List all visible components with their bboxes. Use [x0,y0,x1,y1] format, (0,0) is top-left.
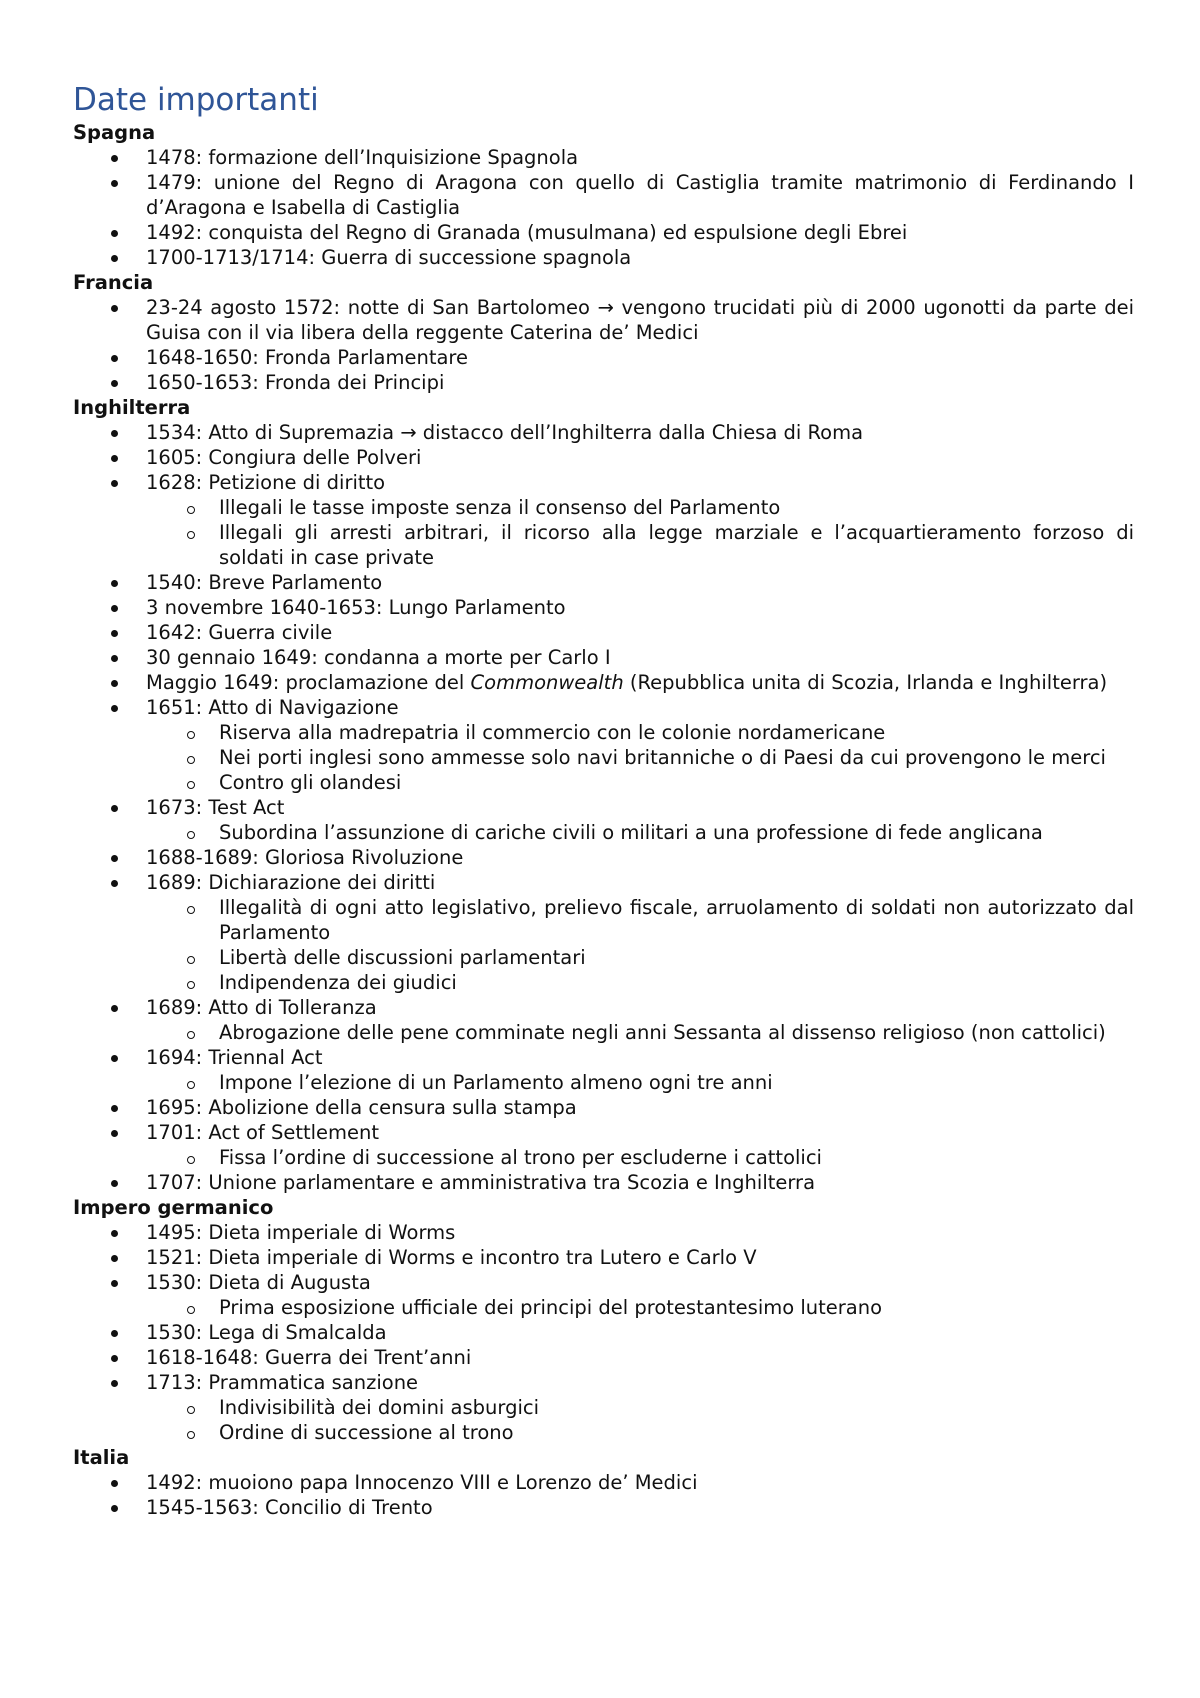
section-heading: Inghilterra [73,396,191,419]
list-item [146,595,1134,620]
list-item-text: 1700-1713/1714: Guerra di successione spagnola [146,246,632,269]
list-item-text: 1701: Act of Settlement [146,1121,380,1144]
list-item [146,1120,1134,1170]
sub-list-item: Indipendenza dei giudici [219,970,1134,995]
list-item [146,1220,1134,1245]
section-heading: Francia [73,271,154,294]
list-item [146,795,1134,845]
list-item-text: 1688-1689: Gloriosa Rivoluzione [146,846,464,869]
list-item [146,220,1134,245]
sections-container [73,120,1134,1520]
list-item-text: 1495: Dieta imperiale di Worms [146,1221,456,1244]
sub-list [146,1020,1134,1045]
list-item [146,295,1134,345]
list-item [146,370,1134,395]
list-item-emphasis: Commonwealth [470,671,624,694]
list-item-text: 3 novembre 1640-1653: Lungo Parlamento [146,596,566,619]
sub-list-item: Impone l’elezione di un Parlamento almeno ogni tre anni [219,1070,1134,1095]
list-item-text: 1694: Triennal Act [146,1046,323,1069]
sub-list-item: Contro gli olandesi [219,770,1134,795]
section-heading: Spagna [73,121,156,144]
sub-list-item: Abrogazione delle pene comminate negli anni Sessanta al dissenso religioso (non cattolici) [219,1020,1134,1045]
section [73,1195,1134,1445]
list-item [146,145,1134,170]
list-item-text: 1521: Dieta imperiale di Worms e incontro tra Lutero e Carlo V [146,1246,757,1269]
list-item-text: 1478: formazione dell’Inquisizione Spagnola [146,146,579,169]
list-item [146,645,1134,670]
sub-list [146,1395,1134,1445]
sub-list-item: Nei porti inglesi sono ammesse solo navi britanniche o di Paesi da cui provengono le merci [219,745,1134,770]
list-item [146,345,1134,370]
list-item [146,420,1134,445]
list-item [146,845,1134,870]
list-item-text: 1530: Lega di Smalcalda [146,1321,387,1344]
page-title: Date importanti [73,82,319,118]
list-item-text: 1673: Test Act [146,796,285,819]
list-item [146,670,1134,695]
bullet-list [73,1470,1134,1520]
sub-list-item: Illegalità di ogni atto legislativo, prelievo fiscale, arruolamento di soldati non autorizzato dal Parlamento [219,896,1134,944]
list-item [146,1320,1134,1345]
bullet-list [73,1220,1134,1445]
list-item [146,1245,1134,1270]
sub-list-item: Prima esposizione ufficiale dei principi del protestantesimo luterano [219,1295,1134,1320]
sub-list [146,720,1134,795]
sub-list-item: Riserva alla madrepatria il commercio con le colonie nordamericane [219,720,1134,745]
section [73,1445,1134,1520]
list-item [146,170,1134,220]
section [73,120,1134,270]
sub-list-item: Fissa l’ordine di successione al trono per escluderne i cattolici [219,1145,1134,1170]
section [73,395,1134,1195]
list-item [146,1495,1134,1520]
section [73,270,1134,395]
list-item [146,445,1134,470]
list-item [146,870,1134,995]
list-item-text: 1689: Dichiarazione dei diritti [146,871,436,894]
list-item [146,570,1134,595]
list-item-text: 1479: unione del Regno di Aragona con quello di Castiglia tramite matrimonio di Ferdinando I d’Aragona e Isabella di Castiglia [146,171,1134,219]
list-item [146,1470,1134,1495]
bullet-list [73,420,1134,1195]
list-item-text: 1530: Dieta di Augusta [146,1271,371,1294]
list-item [146,995,1134,1045]
list-item-text: 1534: Atto di Supremazia → distacco dell’Inghilterra dalla Chiesa di Roma [146,421,864,444]
sub-list [146,1145,1134,1170]
list-item [146,470,1134,570]
list-item-text: 1642: Guerra civile [146,621,333,644]
list-item-text: 1545-1563: Concilio di Trento [146,1496,433,1519]
list-item-text: 1618-1648: Guerra dei Trent’anni [146,1346,472,1369]
list-item-text: Maggio 1649: proclamazione del [146,671,471,694]
list-item-text: 1605: Congiura delle Polveri [146,446,422,469]
list-item [146,1045,1134,1095]
bullet-list [73,295,1134,395]
sub-list-item: Illegali le tasse imposte senza il consenso del Parlamento [219,495,1134,520]
sub-list-item: Libertà delle discussioni parlamentari [219,945,1134,970]
list-item [146,1345,1134,1370]
list-item-text: 1648-1650: Fronda Parlamentare [146,346,469,369]
list-item [146,620,1134,645]
sub-list [146,820,1134,845]
section-heading: Italia [73,1446,130,1469]
list-item-text: 30 gennaio 1649: condanna a morte per Carlo I [146,646,611,669]
sub-list-item: Illegali gli arresti arbitrari, il ricorso alla legge marziale e l’acquartieramento forzoso di soldati in case private [219,521,1134,569]
list-item-text: 23-24 agosto 1572: notte di San Bartolomeo → vengono trucidati più di 2000 ugonotti da parte dei Guisa con il via libera della reggente Caterina de’ Medici [146,296,1134,344]
sub-list-item: Ordine di successione al trono [219,1420,1134,1445]
list-item [146,1170,1134,1195]
list-item-text: 1707: Unione parlamentare e amministrativa tra Scozia e Inghilterra [146,1171,816,1194]
list-item [146,1270,1134,1320]
list-item-text: 1540: Breve Parlamento [146,571,383,594]
list-item-text: (Repubblica unita di Scozia, Irlanda e Inghilterra) [623,671,1108,694]
section-heading: Impero germanico [73,1196,274,1219]
list-item [146,245,1134,270]
list-item [146,1095,1134,1120]
list-item-text: 1492: conquista del Regno di Granada (musulmana) ed espulsione degli Ebrei [146,221,908,244]
sub-list-item: Subordina l’assunzione di cariche civili o militari a una professione di fede anglicana [219,820,1134,845]
list-item-text: 1651: Atto di Navigazione [146,696,399,719]
list-item-text: 1628: Petizione di diritto [146,471,386,494]
sub-list-item: Indivisibilità dei domini asburgici [219,1395,1134,1420]
bullet-list [73,145,1134,270]
sub-list [146,1070,1134,1095]
list-item [146,695,1134,795]
list-item-text: 1713: Prammatica sanzione [146,1371,419,1394]
sub-list [146,495,1134,570]
list-item-text: 1492: muoiono papa Innocenzo VIII e Lorenzo de’ Medici [146,1471,698,1494]
list-item-text: 1650-1653: Fronda dei Principi [146,371,445,394]
sub-list [146,1295,1134,1320]
list-item [146,1370,1134,1445]
list-item-text: 1695: Abolizione della censura sulla stampa [146,1096,577,1119]
list-item-text: 1689: Atto di Tolleranza [146,996,377,1019]
sub-list [146,895,1134,995]
